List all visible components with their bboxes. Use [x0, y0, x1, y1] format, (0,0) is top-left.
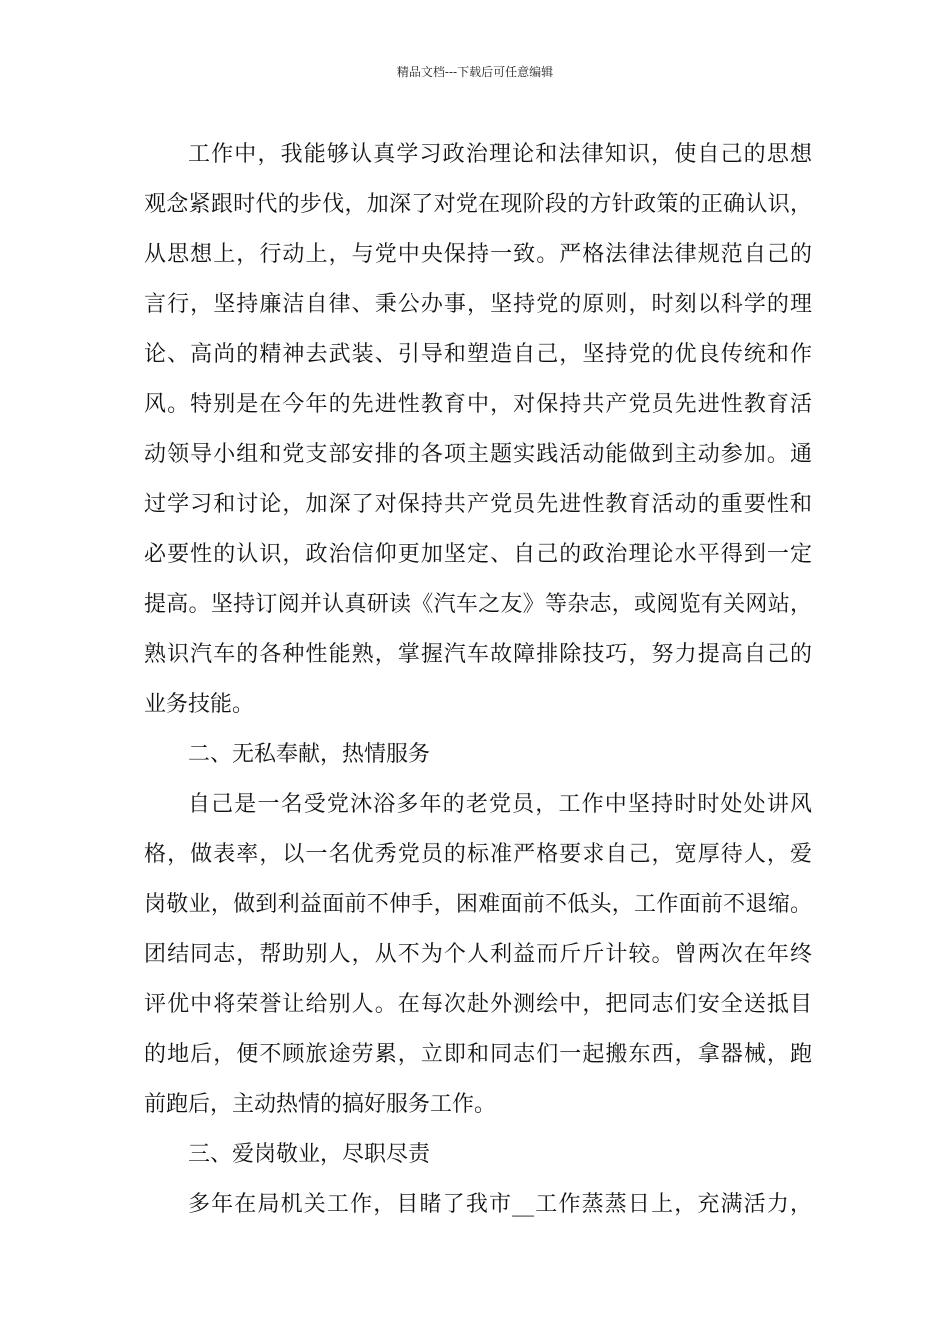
section-heading-2: 二、无私奉献，热情服务: [188, 742, 431, 767]
text-line: 言行，坚持廉洁自律、秉公办事，坚持党的原则，时刻以科学的理: [144, 292, 812, 317]
text-line: 前跑后，主动热情的搞好服务工作。: [144, 1092, 497, 1117]
text-line: 自己是一名受党沐浴多年的老党员，工作中坚持时时处处讲风: [188, 792, 812, 817]
text-line: 从思想上，行动上，与党中央保持一致。严格法律法律规范自己的: [144, 242, 812, 267]
section-heading-3: 三、爱岗敬业，尽职尽责: [188, 1142, 431, 1167]
paragraph-1: [144, 130, 812, 730]
text-line: 岗敬业，做到利益面前不伸手，困难面前不低头，工作面前不退缩。: [144, 892, 812, 917]
document-body: [144, 130, 812, 1230]
text-line: 过学习和讨论，加深了对保持共产党员先进性教育活动的重要性和: [144, 492, 812, 517]
text-line: 熟识汽车的各种性能熟，掌握汽车故障排除技巧，努力提高自己的: [144, 642, 812, 667]
paragraph-3: [144, 1180, 812, 1230]
text-line: 团结同志，帮助别人，从不为个人利益而斤斤计较。曾两次在年终: [144, 942, 812, 967]
page-header: 精品文档---下载后可任意编辑: [396, 65, 554, 79]
paragraph-2: [144, 780, 812, 1130]
text-line: 多年在局机关工作，目睹了我市__工作蒸蒸日上，充满活力，: [188, 1192, 812, 1217]
text-line: 风。特别是在今年的先进性教育中，对保持共产党员先进性教育活: [144, 392, 812, 417]
text-line: 必要性的认识，政治信仰更加坚定、自己的政治理论水平得到一定: [144, 542, 812, 567]
text-line: 的地后，便不顾旅途劳累，立即和同志们一起搬东西，拿器械，跑: [144, 1042, 812, 1067]
text-line: 评优中将荣誉让给别人。在每次赴外测绘中，把同志们安全送抵目: [144, 992, 812, 1017]
text-line: 论、高尚的精神去武装、引导和塑造自己，坚持党的优良传统和作: [144, 342, 812, 367]
text-line: 观念紧跟时代的步伐，加深了对党在现阶段的方针政策的正确认识，: [144, 192, 812, 217]
text-line: 提高。坚持订阅并认真研读《汽车之友》等杂志，或阅览有关网站，: [144, 592, 812, 617]
text-line: 格，做表率，以一名优秀党员的标准严格要求自己，宽厚待人，爱: [144, 842, 812, 867]
text-line: 业务技能。: [144, 692, 255, 717]
text-line: 动领导小组和党支部安排的各项主题实践活动能做到主动参加。通: [144, 442, 812, 467]
text-line: 工作中，我能够认真学习政治理论和法律知识，使自己的思想: [188, 142, 812, 167]
